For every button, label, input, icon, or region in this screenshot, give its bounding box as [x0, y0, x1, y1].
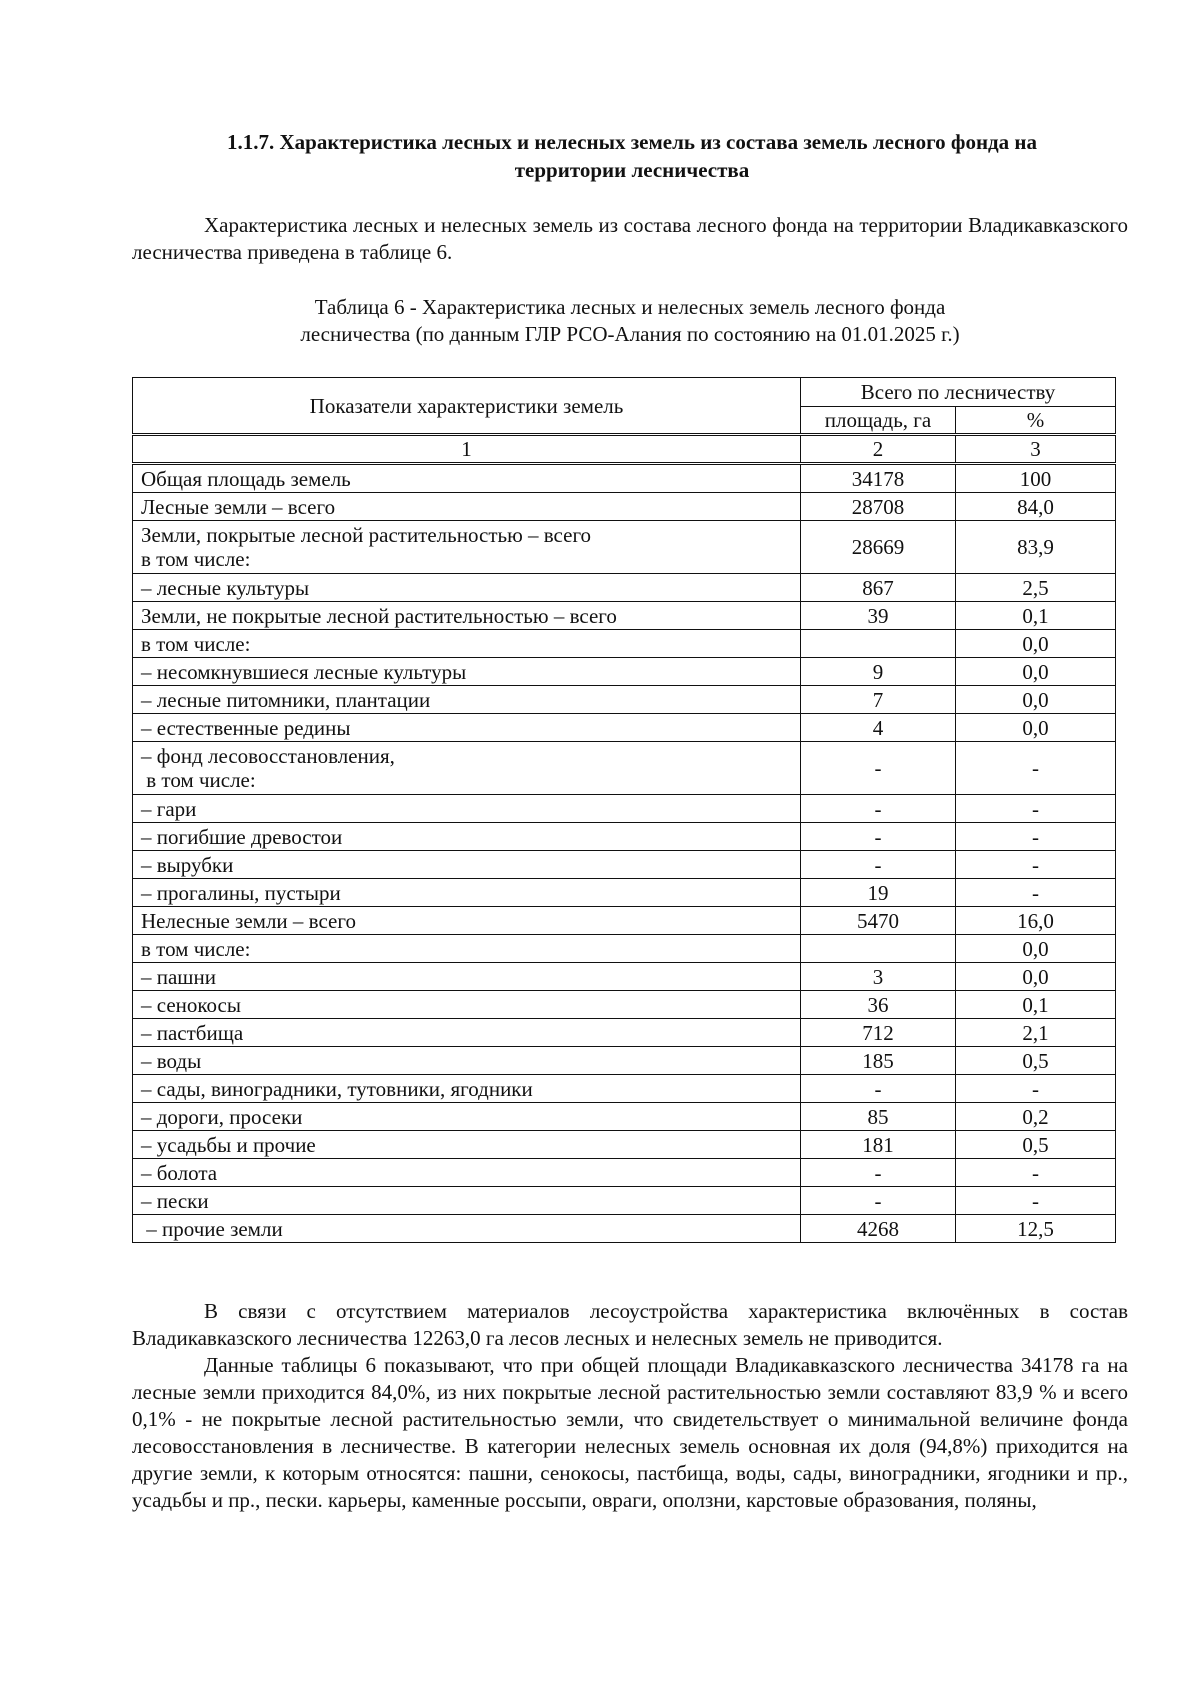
row-area: 7	[801, 686, 956, 714]
row-percent: 0,5	[956, 1131, 1116, 1159]
table-row	[133, 658, 1116, 686]
row-label-subtext: в том числе:	[141, 768, 256, 792]
row-percent: 0,0	[956, 686, 1116, 714]
row-percent: 84,0	[956, 493, 1116, 521]
row-label	[133, 1075, 801, 1103]
section-heading-line2: территории лесничества	[514, 158, 750, 182]
row-area: -	[801, 795, 956, 823]
row-percent: 0,1	[956, 991, 1116, 1019]
row-label	[133, 493, 801, 521]
row-label	[133, 879, 801, 907]
row-label	[133, 742, 801, 795]
row-percent: -	[956, 795, 1116, 823]
row-label-text: – гари	[141, 796, 197, 821]
row-label	[133, 464, 801, 493]
row-area: 39	[801, 602, 956, 630]
row-percent: -	[956, 1075, 1116, 1103]
row-percent: 0,0	[956, 630, 1116, 658]
table-row	[133, 879, 1116, 907]
note-paragraph: В связи с отсутствием материалов лесоустройства характеристика включённых в состав Владикавказского лесничества 12263,0 га лесов лесных и нелесных земель не приводится.	[132, 1299, 1128, 1350]
table-row	[133, 1103, 1116, 1131]
table-row	[133, 991, 1116, 1019]
row-label-text: – вырубки	[141, 852, 234, 877]
row-area: 867	[801, 574, 956, 602]
row-percent: 2,5	[956, 574, 1116, 602]
row-area: 28708	[801, 493, 956, 521]
row-label-text: – фонд лесовосстановления,	[141, 744, 395, 768]
row-area: 5470	[801, 907, 956, 935]
row-label-text: – лесные культуры	[141, 575, 310, 600]
row-label-text: – усадьбы и прочие	[141, 1132, 316, 1157]
row-label	[133, 1159, 801, 1187]
row-label-text: – естественные редины	[141, 715, 351, 740]
row-percent: -	[956, 1187, 1116, 1215]
row-percent: -	[956, 742, 1116, 795]
column-index: 2	[801, 435, 956, 464]
row-percent: 83,9	[956, 521, 1116, 574]
row-area: -	[801, 851, 956, 879]
header-indicators: Показатели характеристики земель	[133, 378, 801, 435]
row-label-text: – пашни	[141, 964, 216, 989]
row-area: 19	[801, 879, 956, 907]
row-area: 28669	[801, 521, 956, 574]
row-label	[133, 714, 801, 742]
row-percent: 0,0	[956, 935, 1116, 963]
table-row	[133, 851, 1116, 879]
row-percent: 0,2	[956, 1103, 1116, 1131]
row-label	[133, 1047, 801, 1075]
row-label	[133, 602, 801, 630]
row-label	[133, 630, 801, 658]
row-area: -	[801, 823, 956, 851]
table-row	[133, 493, 1116, 521]
row-label-text: – лесные питомники, плантации	[141, 687, 431, 712]
row-area: 4	[801, 714, 956, 742]
row-label-text: – пастбища	[141, 1020, 244, 1045]
row-label-text: Земли, покрытые лесной растительностью – всего	[141, 523, 592, 547]
table-row	[133, 742, 1116, 795]
row-label-text: – воды	[141, 1048, 202, 1073]
row-area: -	[801, 1187, 956, 1215]
header-forestry-total: Всего по лесничеству	[801, 378, 1116, 407]
row-label-text: Земли, не покрытые лесной растительностью – всего	[141, 603, 617, 628]
column-index: 1	[133, 435, 801, 464]
row-percent: -	[956, 823, 1116, 851]
table-row	[133, 521, 1116, 574]
table-row	[133, 574, 1116, 602]
row-area: 185	[801, 1047, 956, 1075]
row-label-text: в том числе:	[141, 936, 251, 961]
row-area: 4268	[801, 1215, 956, 1243]
row-label	[133, 1019, 801, 1047]
row-label	[133, 521, 801, 574]
table-row	[133, 935, 1116, 963]
row-label	[133, 1187, 801, 1215]
row-percent: 16,0	[956, 907, 1116, 935]
table-row	[133, 1159, 1116, 1187]
row-area: 34178	[801, 464, 956, 493]
table-caption-line2: лесничества (по данным ГЛР РСО-Алания по состоянию на 01.01.2025 г.)	[300, 322, 960, 346]
section-heading-line1: 1.1.7. Характеристика лесных и нелесных земель из состава земель лесного фонда на	[226, 130, 1038, 154]
row-percent: -	[956, 1159, 1116, 1187]
table-row	[133, 963, 1116, 991]
row-area: 85	[801, 1103, 956, 1131]
row-percent: 0,5	[956, 1047, 1116, 1075]
row-label-text: – прочие земли	[141, 1216, 283, 1241]
intro-paragraph: Характеристика лесных и нелесных земель из состава лесного фонда на территории Владикавказского лесничества приведена в таблице 6.	[132, 213, 1128, 264]
row-percent: 0,0	[956, 963, 1116, 991]
table-row	[133, 686, 1116, 714]
land-characteristics-table	[132, 377, 1116, 1243]
row-label	[133, 1215, 801, 1243]
row-label-text: – прогалины, пустыри	[141, 880, 341, 905]
row-percent: -	[956, 851, 1116, 879]
row-label	[133, 991, 801, 1019]
row-label	[133, 686, 801, 714]
row-label-text: – сенокосы	[141, 992, 241, 1017]
row-area	[801, 935, 956, 963]
table-row	[133, 1019, 1116, 1047]
row-percent: 100	[956, 464, 1116, 493]
table-row	[133, 907, 1116, 935]
row-label-text: – болота	[141, 1160, 218, 1185]
row-area: 9	[801, 658, 956, 686]
row-label	[133, 1131, 801, 1159]
row-label-text: в том числе:	[141, 631, 251, 656]
row-label-text: – сады, виноградники, тутовники, ягодники	[141, 1076, 533, 1101]
row-label	[133, 935, 801, 963]
table-body	[133, 464, 1116, 1243]
row-percent: 12,5	[956, 1215, 1116, 1243]
row-label	[133, 658, 801, 686]
row-label	[133, 851, 801, 879]
row-area: -	[801, 742, 956, 795]
table-row	[133, 1215, 1116, 1243]
row-label-text: – погибшие древостои	[141, 824, 343, 849]
column-index: 3	[956, 435, 1116, 464]
row-percent: 0,0	[956, 714, 1116, 742]
row-label	[133, 907, 801, 935]
row-area: 3	[801, 963, 956, 991]
section-heading	[132, 128, 1132, 184]
table-row	[133, 464, 1116, 493]
row-area: 181	[801, 1131, 956, 1159]
row-percent: 2,1	[956, 1019, 1116, 1047]
row-label-text: – дороги, просеки	[141, 1104, 303, 1129]
header-area: площадь, га	[801, 407, 956, 435]
row-percent: -	[956, 879, 1116, 907]
row-area: 712	[801, 1019, 956, 1047]
row-label-text: Лесные земли – всего	[141, 494, 336, 519]
row-label-text: Общая площадь земель	[141, 466, 351, 491]
table-caption	[132, 294, 1128, 348]
row-label-text: – пески	[141, 1188, 209, 1213]
table-row	[133, 1131, 1116, 1159]
table-row	[133, 602, 1116, 630]
row-label	[133, 574, 801, 602]
table-row	[133, 1187, 1116, 1215]
table-row	[133, 1075, 1116, 1103]
row-label-text: Нелесные земли – всего	[141, 908, 356, 933]
row-area: 36	[801, 991, 956, 1019]
conclusion-paragraph: Данные таблицы 6 показывают, что при общей площади Владикавказского лесничества 34178 га на лесные земли приходится 84,0%, из них покрытые лесной растительностью земли составляют 83,9 % и всего 0,1% - не покрытые лесной растительностью земли, что свидетельствует о минимальной величине фонда лесовосстановления в лесничестве. В категории нелесных земель основная их доля (94,8%) приходится на другие земли, к которым относятся: пашни, сенокосы, пастбища, воды, сады, виноградники, ягодники и пр., усадьбы и пр., пески. карьеры, каменные россыпи, овраги, оползни, карстовые образования, поляны,	[132, 1353, 1128, 1512]
table-row	[133, 823, 1116, 851]
row-label	[133, 1103, 801, 1131]
header-percent: %	[956, 407, 1116, 435]
row-percent: 0,1	[956, 602, 1116, 630]
row-area: -	[801, 1159, 956, 1187]
table-caption-line1: Таблица 6 - Характеристика лесных и нелесных земель лесного фонда	[314, 295, 946, 319]
row-label	[133, 823, 801, 851]
row-label-text: – несомкнувшиеся лесные культуры	[141, 659, 467, 684]
table-row	[133, 630, 1116, 658]
row-label	[133, 795, 801, 823]
row-area	[801, 630, 956, 658]
row-label	[133, 963, 801, 991]
row-area: -	[801, 1075, 956, 1103]
row-percent: 0,0	[956, 658, 1116, 686]
table-row	[133, 795, 1116, 823]
table-row	[133, 714, 1116, 742]
table-row	[133, 1047, 1116, 1075]
row-label-subtext: в том числе:	[141, 547, 251, 571]
